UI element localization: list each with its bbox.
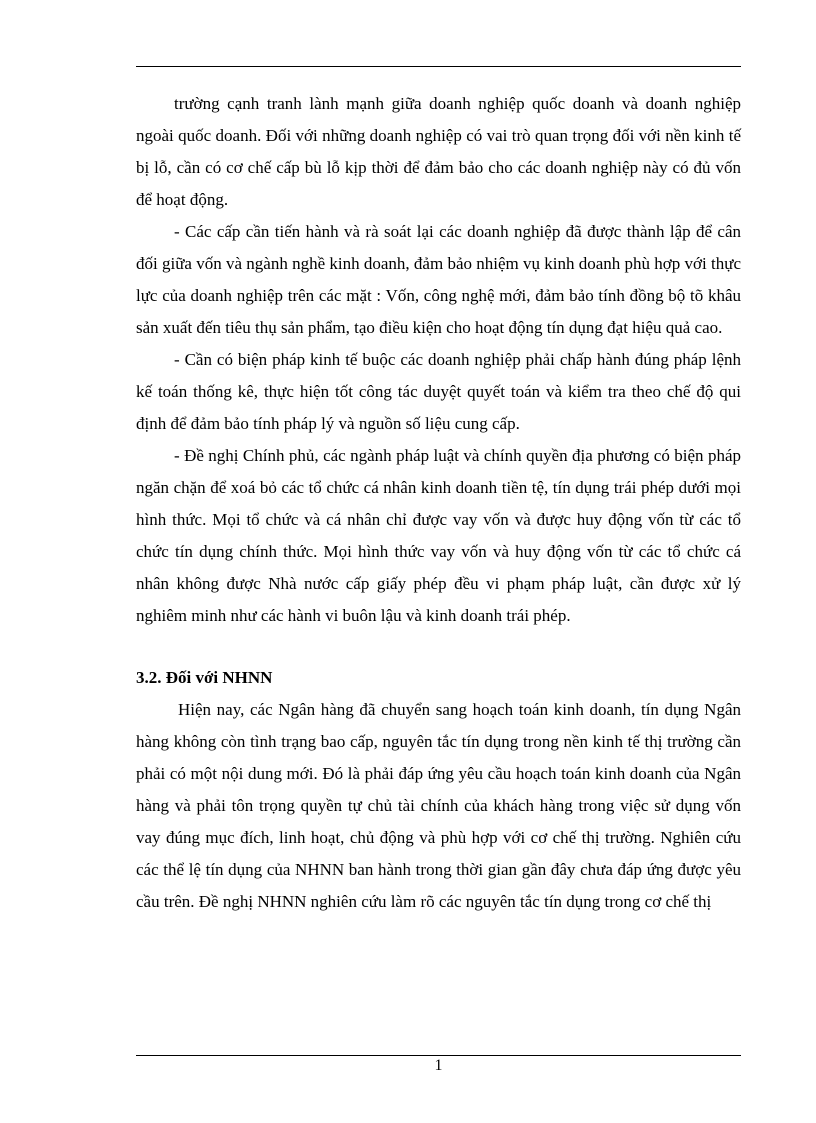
section-heading: 3.2. Đối với NHNN: [136, 668, 273, 687]
paragraph-continuation: trường cạnh tranh lành mạnh giữa doanh nghiệp quốc doanh và doanh nghiệp ngoài quốc doanh. Đối với những doanh nghiệp có vai trò quan trọng đối với nền kinh tế bị lỗ, cần có cơ chế cấp bù lỗ kịp thời để đảm bảo cho các doanh nghiệp này có đủ vốn để hoạt động.: [136, 94, 741, 209]
page-number: 1: [434, 1057, 443, 1074]
paragraph-review-enterprises: - Các cấp cần tiến hành và rà soát lại các doanh nghiệp đã được thành lập để cân đối giữa vốn và ngành nghề kinh doanh, đảm bảo nhiệm vụ kinh doanh phù hợp với thực lực của doanh nghiệp trên các mặt : Vốn, công nghệ mới, đảm bảo tính đồng bộ tõ khâu sản xuất đến tiêu thụ sản phẩm, tạo điều kiện cho hoạt động tín dụng đạt hiệu quả cao.: [136, 222, 741, 337]
paragraph-illegal-credit: - Đề nghị Chính phủ, các ngành pháp luật và chính quyền địa phương có biện pháp ngăn chặn để xoá bỏ các tổ chức cá nhân kinh doanh tiền tệ, tín dụng trái phép dưới mọi hình thức. Mọi tổ chức và cá nhân chỉ được vay vốn và được huy động vốn từ các tổ chức tín dụng chính thức. Mọi hình thức vay vốn và huy động vốn từ các tổ chức cá nhân không được Nhà nước cấp giấy phép đều vi phạm pháp luật, cần được xử lý nghiêm minh như các hành vi buôn lậu và kinh doanh trái phép.: [136, 446, 741, 625]
paragraph-accounting-compliance: - Cần có biện pháp kinh tế buộc các doanh nghiệp phải chấp hành đúng pháp lệnh kế toán thống kê, thực hiện tốt công tác duyệt quyết toán và kiểm tra theo chế độ qui định để đảm bảo tính pháp lý và nguồn số liệu cung cấp.: [136, 350, 741, 433]
header-rule: [136, 66, 741, 67]
section-paragraph: Hiện nay, các Ngân hàng đã chuyển sang hoạch toán kinh doanh, tín dụng Ngân hàng không còn tình trạng bao cấp, nguyên tắc tín dụng trong nền kinh tế thị trường cần phải có một nội dung mới. Đó là phải đáp ứng yêu cầu hoạch toán kinh doanh của Ngân hàng và phải tôn trọng quyền tự chủ tài chính của khách hàng trong việc sử dụng vốn vay đúng mục đích, linh hoạt, chủ động và phù hợp với cơ chế thị trường. Nghiên cứu các thể lệ tín dụng của NHNN ban hành trong thời gian gần đây chưa đáp ứng được yêu cầu trên. Đề nghị NHNN nghiên cứu làm rõ các nguyên tắc tín dụng trong cơ chế thị: [136, 700, 741, 911]
page-body: [136, 88, 741, 918]
